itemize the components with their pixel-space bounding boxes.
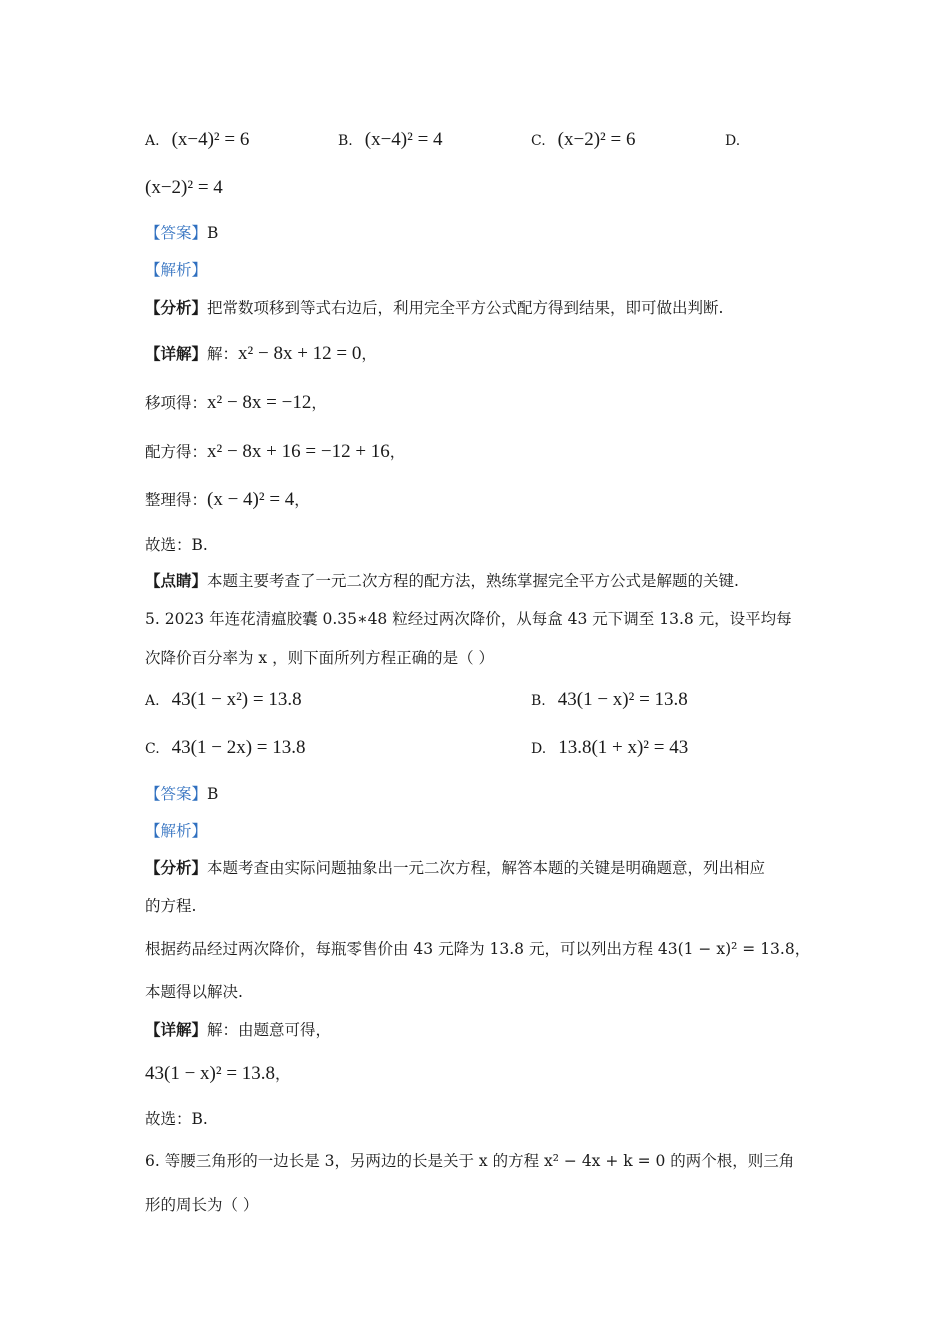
option-expr: (x−4)² = 4	[364, 129, 443, 150]
stem-text: 次降价百分率为 x ，则下面所列方程正确的是（ ）	[145, 649, 495, 667]
answer-value: B	[207, 224, 219, 242]
q5-reason-line1	[145, 937, 810, 961]
reason-text: 本题得以解决.	[145, 983, 243, 1001]
q4-step-complete-square	[145, 440, 405, 464]
answer-tag: 【答案】	[145, 224, 208, 242]
q4-analysis	[145, 258, 207, 282]
fenxi-tag: 【分析】	[145, 298, 208, 317]
q4-step-move	[145, 391, 327, 415]
q4-option-a	[145, 128, 249, 153]
detail-prefix: 解：	[207, 345, 239, 363]
q5-option-d	[531, 736, 688, 761]
q5-fenxi-line1	[145, 856, 765, 880]
option-label: C.	[145, 741, 160, 757]
q6-stem-line2	[145, 1193, 258, 1217]
equation: (x − 4)² = 4	[207, 489, 295, 510]
equation: x² − 8x + 16 = −12 + 16	[207, 441, 390, 462]
comment-text: 本题主要考查了一元二次方程的配方法，熟练掌握完全平方公式是解题的关键.	[207, 572, 739, 590]
fenxi-text: 本题考查由实际问题抽象出一元二次方程，解答本题的关键是明确题意，列出相应	[207, 859, 766, 877]
answer-value: B	[207, 785, 219, 803]
option-expr: (x−2)² = 6	[557, 129, 636, 150]
equation: 43(1 − x)² = 13.8	[145, 1063, 276, 1084]
q5-detail-equation	[145, 1062, 291, 1086]
punct: ，	[389, 443, 406, 461]
choice-text: 故选：B.	[145, 536, 208, 554]
q4-answer	[145, 221, 218, 245]
q5-option-c	[145, 736, 306, 761]
q4-fenxi	[145, 296, 723, 320]
stem-text: 6. 等腰三角形的一边长是 3，另两边的长是关于 x 的方程 x² − 4x + k = 0 的两个根，则三角	[145, 1152, 795, 1170]
option-expr: 13.8(1 + x)² = 43	[558, 737, 689, 758]
q4-option-b	[338, 128, 443, 153]
q5-detail	[145, 1018, 331, 1042]
q5-choice	[145, 1107, 208, 1131]
choice-text: 故选：B.	[145, 1110, 208, 1128]
q4-option-d-label	[725, 128, 752, 153]
stem-text: 5. 2023 年连花清瘟胶囊 0.35∗48 粒经过两次降价，从每盒 43 元下调至 13.8 元，设平均每	[145, 610, 792, 628]
option-expr: 43(1 − x)² = 13.8	[557, 689, 688, 710]
q5-option-a	[145, 688, 302, 713]
option-expr: (x−2)² = 4	[145, 177, 223, 198]
equation: x² − 8x + 12 = 0	[238, 343, 362, 364]
q5-stem-line2	[145, 646, 494, 670]
fenxi-text: 把常数项移到等式右边后，利用完全平方公式配方得到结果，即可做出判断.	[207, 299, 724, 317]
q5-answer	[145, 782, 218, 806]
option-label: D.	[725, 133, 741, 149]
q4-comment	[145, 569, 739, 593]
analysis-tag: 【解析】	[145, 261, 208, 279]
fenxi-tag: 【分析】	[145, 858, 208, 877]
comment-tag: 【点睛】	[145, 571, 208, 590]
step-label: 配方得：	[145, 443, 208, 461]
q5-fenxi-line2	[145, 894, 196, 918]
option-label: A.	[145, 693, 160, 709]
option-expr: 43(1 − x²) = 13.8	[171, 689, 302, 710]
option-expr: 43(1 − 2x) = 13.8	[171, 737, 306, 758]
q4-detail	[145, 342, 377, 366]
option-label: B.	[531, 693, 546, 709]
punct: ，	[361, 345, 377, 363]
q4-option-c	[531, 128, 635, 153]
option-label: C.	[531, 133, 546, 149]
punct: ，	[294, 491, 310, 509]
q5-reason-line2	[145, 980, 243, 1004]
detail-text: 解：由题意可得，	[207, 1021, 332, 1039]
option-expr: (x−4)² = 6	[171, 129, 250, 150]
step-label: 移项得：	[145, 394, 208, 412]
option-label: B.	[338, 133, 353, 149]
analysis-tag: 【解析】	[145, 822, 208, 840]
q4-choice	[145, 533, 208, 557]
answer-tag: 【答案】	[145, 785, 208, 803]
reason-text: 根据药品经过两次降价，每瓶零售价由 43 元降为 13.8 元，可以列出方程 43(1 − x)² = 13.8，	[145, 940, 811, 958]
q5-stem-line1	[145, 607, 792, 631]
punct: ，	[311, 394, 327, 412]
q6-stem-line1	[145, 1149, 794, 1173]
fenxi-text: 的方程.	[145, 897, 197, 915]
detail-tag: 【详解】	[145, 344, 208, 363]
option-label: D.	[531, 741, 547, 757]
step-label: 整理得：	[145, 491, 208, 509]
q4-option-d-expr	[145, 176, 223, 200]
q5-analysis	[145, 819, 207, 843]
detail-tag: 【详解】	[145, 1020, 208, 1039]
stem-text: 形的周长为（ ）	[145, 1196, 259, 1214]
q4-step-simplify	[145, 488, 310, 512]
q5-option-b	[531, 688, 688, 713]
equation: x² − 8x = −12	[207, 392, 312, 413]
option-label: A.	[145, 133, 160, 149]
punct: ，	[275, 1065, 291, 1083]
